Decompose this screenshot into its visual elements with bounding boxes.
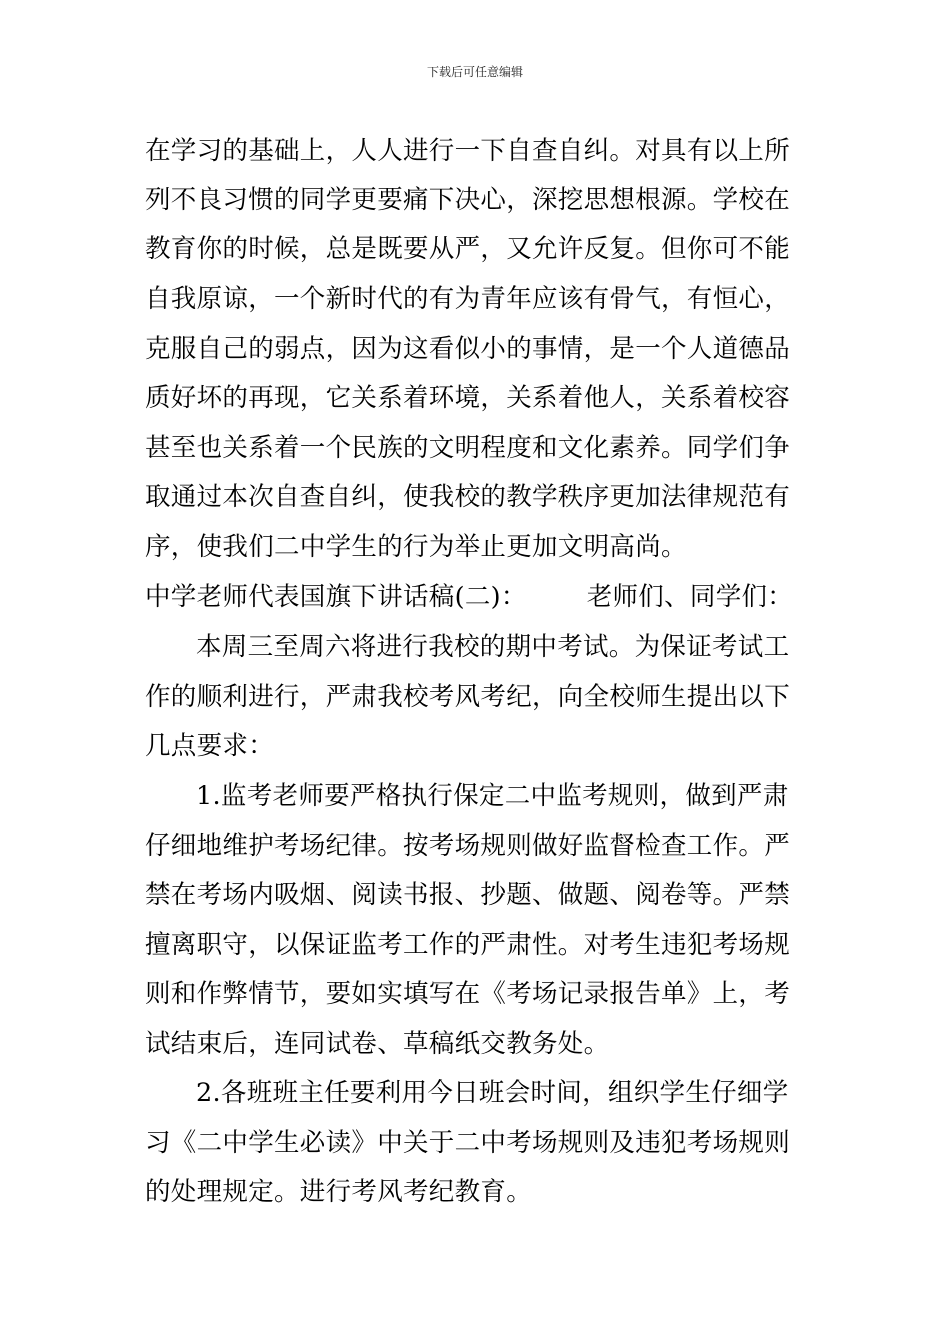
body-line: 1.监考老师要严格执行保定二中监考规则，做到严肃 [196, 781, 789, 811]
body-line: 禁在考场内吸烟、阅读书报、抄题、做题、阅卷等。严禁 [145, 880, 791, 910]
body-line: 在学习的基础上，人人进行一下自查自纠。对具有以上所 [145, 136, 791, 166]
body-line: 几点要求： [145, 731, 275, 761]
body-line: 擅离职守，以保证监考工作的严肃性。对考生违犯考场规 [145, 930, 791, 960]
body-line: 序，使我们二中学生的行为举止更加文明高尚。 [145, 532, 687, 562]
page-header: 下载后可任意编辑 [426, 65, 523, 79]
salutation: 老师们、同学们： [586, 582, 794, 612]
body-line: 自我原谅，一个新时代的有为青年应该有骨气，有恒心， [145, 284, 791, 314]
body-line: 列不良习惯的同学更要痛下决心，深挖思想根源。学校在 [145, 185, 791, 215]
body-line: 取通过本次自查自纠，使我校的教学秩序更加法律规范有 [145, 482, 791, 512]
body-line: 则和作弊情节，要如实填写在《考场记录报告单》上，考 [145, 979, 791, 1009]
body-line: 仔细地维护考场纪律。按考场规则做好监督检查工作。严 [145, 831, 791, 861]
section-title: 中学老师代表国旗下讲话稿(二)： [145, 582, 527, 612]
body-line: 作的顺利进行，严肃我校考风考纪，向全校师生提出以下 [145, 682, 791, 712]
body-line: 甚至也关系着一个民族的文明程度和文化素养。同学们争 [145, 433, 791, 463]
body-line: 习《二中学生必读》中关于二中考场规则及违犯考场规则 [145, 1128, 791, 1158]
body-line: 试结束后，连同试卷、草稿纸交教务处。 [145, 1029, 610, 1059]
body-line: 教育你的时候，总是既要从严，又允许反复。但你可不能 [145, 234, 791, 264]
body-line: 质好坏的再现，它关系着环境，关系着他人，关系着校容 [145, 383, 791, 413]
body-line: 克服自己的弱点，因为这看似小的事情，是一个人道德品 [145, 334, 791, 364]
body-line: 的处理规定。进行考风考纪教育。 [145, 1177, 533, 1207]
body-line: 本周三至周六将进行我校的期中考试。为保证考试工 [196, 632, 790, 662]
body-line: 2.各班班主任要利用今日班会时间，组织学生仔细学 [196, 1078, 789, 1108]
section-heading-line [145, 580, 810, 614]
